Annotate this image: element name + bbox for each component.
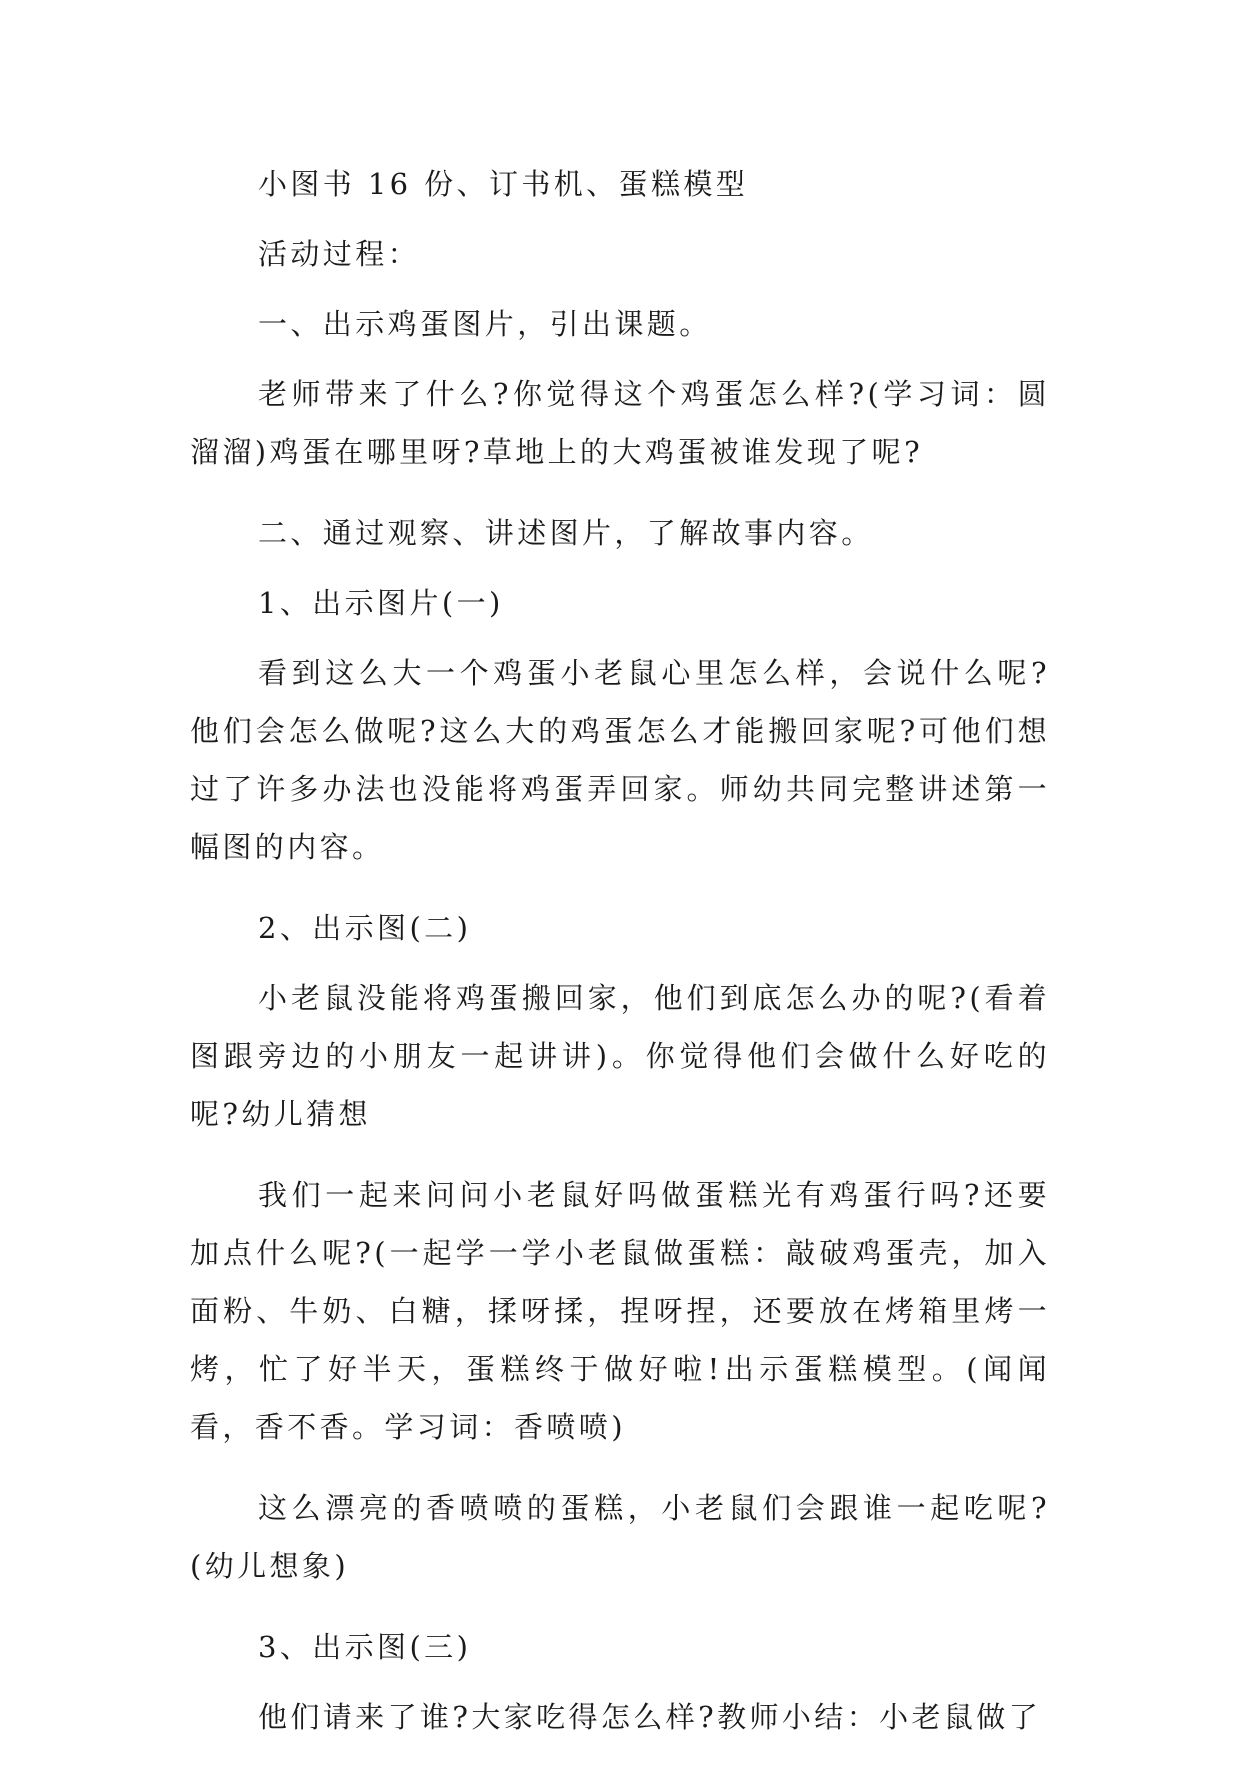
paragraph-picture-one-text: 看到这么大一个鸡蛋小老鼠心里怎么样，会说什么呢?他们会怎么做呢?这么大的鸡蛋怎么才能搬回家呢?可他们想过了许多办法也没能将鸡蛋弄回家。师幼共同完整讲述第一幅图的内容。 — [190, 656, 1050, 864]
paragraph-picture-one: 1、出示图片(一) — [258, 586, 504, 620]
paragraph-picture-three: 3、出示图(三) — [258, 1630, 472, 1664]
paragraph-section-two: 二、通过观察、讲述图片，了解故事内容。 — [258, 516, 874, 550]
paragraph-materials: 小图书 16 份、订书机、蛋糕模型 — [258, 167, 749, 201]
paragraph-activity-process: 活动过程： — [258, 237, 421, 271]
paragraph-make-cake: 我们一起来问问小老鼠好吗做蛋糕光有鸡蛋行吗?还要加点什么呢?(一起学一学小老鼠做蛋糕：敲破鸡蛋壳，加入面粉、牛奶、白糖，揉呀揉，捏呀捏，还要放在烤箱里烤一烤，忙了好半天，蛋糕终于做好啦!出示蛋糕模型。(闻闻看，香不香。学习词：香喷喷) — [190, 1178, 1050, 1444]
paragraph-section-one: 一、出示鸡蛋图片，引出课题。 — [258, 307, 712, 341]
paragraph-picture-two: 2、出示图(二) — [258, 911, 472, 945]
paragraph-picture-three-text: 他们请来了谁?大家吃得怎么样?教师小结：小老鼠做了 — [258, 1700, 1042, 1734]
paragraph-picture-two-text: 小老鼠没能将鸡蛋搬回家，他们到底怎么办的呢?(看着图跟旁边的小朋友一起讲讲)。你觉得他们会做什么好吃的呢?幼儿猜想 — [190, 981, 1050, 1131]
document-body — [190, 155, 1050, 1769]
paragraph-teacher-question: 老师带来了什么?你觉得这个鸡蛋怎么样?(学习词：圆溜溜)鸡蛋在哪里呀?草地上的大鸡蛋被谁发现了呢? — [190, 377, 1050, 469]
paragraph-share-cake: 这么漂亮的香喷喷的蛋糕，小老鼠们会跟谁一起吃呢?(幼儿想象) — [190, 1491, 1050, 1583]
